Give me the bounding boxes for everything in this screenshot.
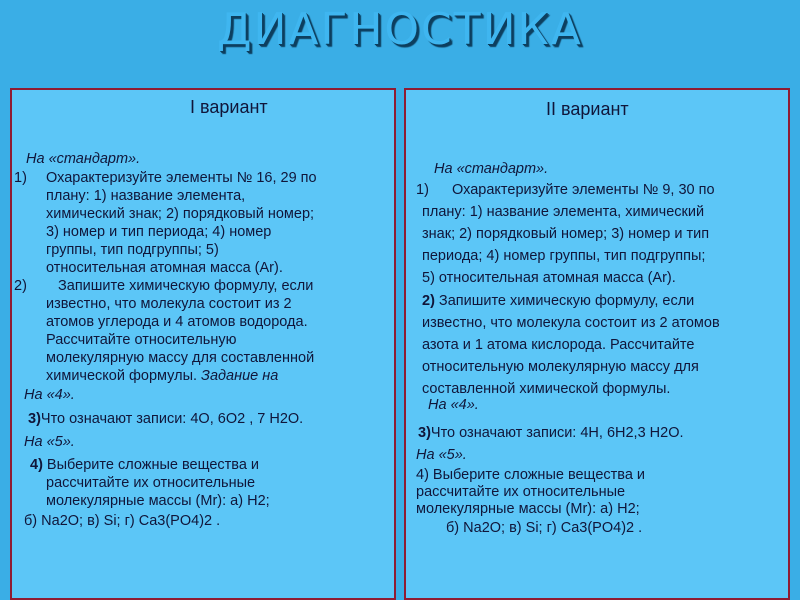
- q4-line: рассчитайте их относительные: [416, 484, 626, 500]
- q2-line: Рассчитайте относительную: [46, 332, 237, 348]
- q4-options: б) Na2O; в) Si; г) Ca3(PO4)2 .: [24, 513, 221, 529]
- na4-label: На «4».: [24, 387, 75, 403]
- q1-line: 3) номер и тип периода; 4) номер: [46, 224, 272, 240]
- page-title: ДИАГНОСТИКА: [217, 4, 583, 55]
- q4-line: Выберите сложные вещества и: [42, 457, 260, 473]
- variant-2-panel: [404, 88, 790, 600]
- q1-line: знак; 2) порядковый номер; 3) номер и тип: [422, 226, 710, 242]
- q2-line: относительную молекулярную массу для: [422, 359, 699, 375]
- na5-label: На «5».: [24, 434, 75, 450]
- q4-line: рассчитайте их относительные: [46, 475, 256, 491]
- q2-line: известно, что молекула состоит из 2: [46, 296, 292, 312]
- standard-label: На «стандарт».: [26, 151, 141, 167]
- q1-number: 1): [416, 182, 429, 198]
- q1-line: химический знак; 2) порядковый номер;: [46, 206, 315, 222]
- q2-number: 2): [422, 293, 435, 309]
- standard-label: На «стандарт».: [434, 161, 549, 177]
- q2-line: составленной химической формулы.: [422, 381, 671, 397]
- q4-line: молекулярные массы (Mr): а) H2;: [46, 493, 270, 509]
- q3-text: Что означают записи: 4O, 6O2 , 7 H2O.: [40, 411, 304, 427]
- q3-number: 3): [418, 425, 431, 441]
- q1-line: группы, тип подгруппы; 5): [46, 242, 219, 258]
- q1-line: плану: 1) название элемента,: [46, 188, 246, 204]
- q1-line: Охарактеризуйте элементы № 16, 29 по: [46, 170, 317, 186]
- q2-line: Запишите химическую формулу, если: [58, 278, 314, 294]
- variant-1-heading: I вариант: [190, 97, 268, 117]
- na4-label: На «4».: [428, 397, 479, 413]
- q2-number: 2): [14, 278, 27, 294]
- q4-number: 4): [30, 457, 43, 473]
- q4-line: 4) Выберите сложные вещества и: [416, 467, 646, 483]
- q4-options: б) Na2O; в) Si; г) Ca3(PO4)2 .: [446, 520, 643, 536]
- q3-text: Что означают записи: 4H, 6H2,3 H2O.: [430, 425, 684, 441]
- variant-1-panel: [10, 88, 396, 600]
- q2-line: атомов углерода и 4 атомов водорода.: [46, 314, 308, 330]
- q1-number: 1): [14, 170, 27, 186]
- q1-line: 5) относительная атомная масса (Ar).: [422, 270, 676, 286]
- q1-line: относительная атомная масса (Ar).: [46, 260, 283, 276]
- q2-line: молекулярную массу для составленной: [46, 350, 315, 366]
- q2-line: азота и 1 атома кислорода. Рассчитайте: [422, 337, 695, 353]
- q3-number: 3): [28, 411, 41, 427]
- variant-2-heading: II вариант: [546, 99, 629, 119]
- q2-line: известно, что молекула состоит из 2 атомов: [422, 315, 720, 331]
- q2-line: Запишите химическую формулу, если: [434, 293, 695, 309]
- q1-line: периода; 4) номер группы, тип подгруппы;: [422, 248, 706, 264]
- task-label: Задание на: [197, 368, 279, 384]
- q1-line: плану: 1) название элемента, химический: [422, 204, 705, 220]
- q2-line: химической формулы.: [46, 368, 198, 384]
- na5-label: На «5».: [416, 447, 467, 463]
- q4-line: молекулярные массы (Mr): а) H2;: [416, 501, 640, 517]
- q1-line: Охарактеризуйте элементы № 9, 30 по: [452, 182, 715, 198]
